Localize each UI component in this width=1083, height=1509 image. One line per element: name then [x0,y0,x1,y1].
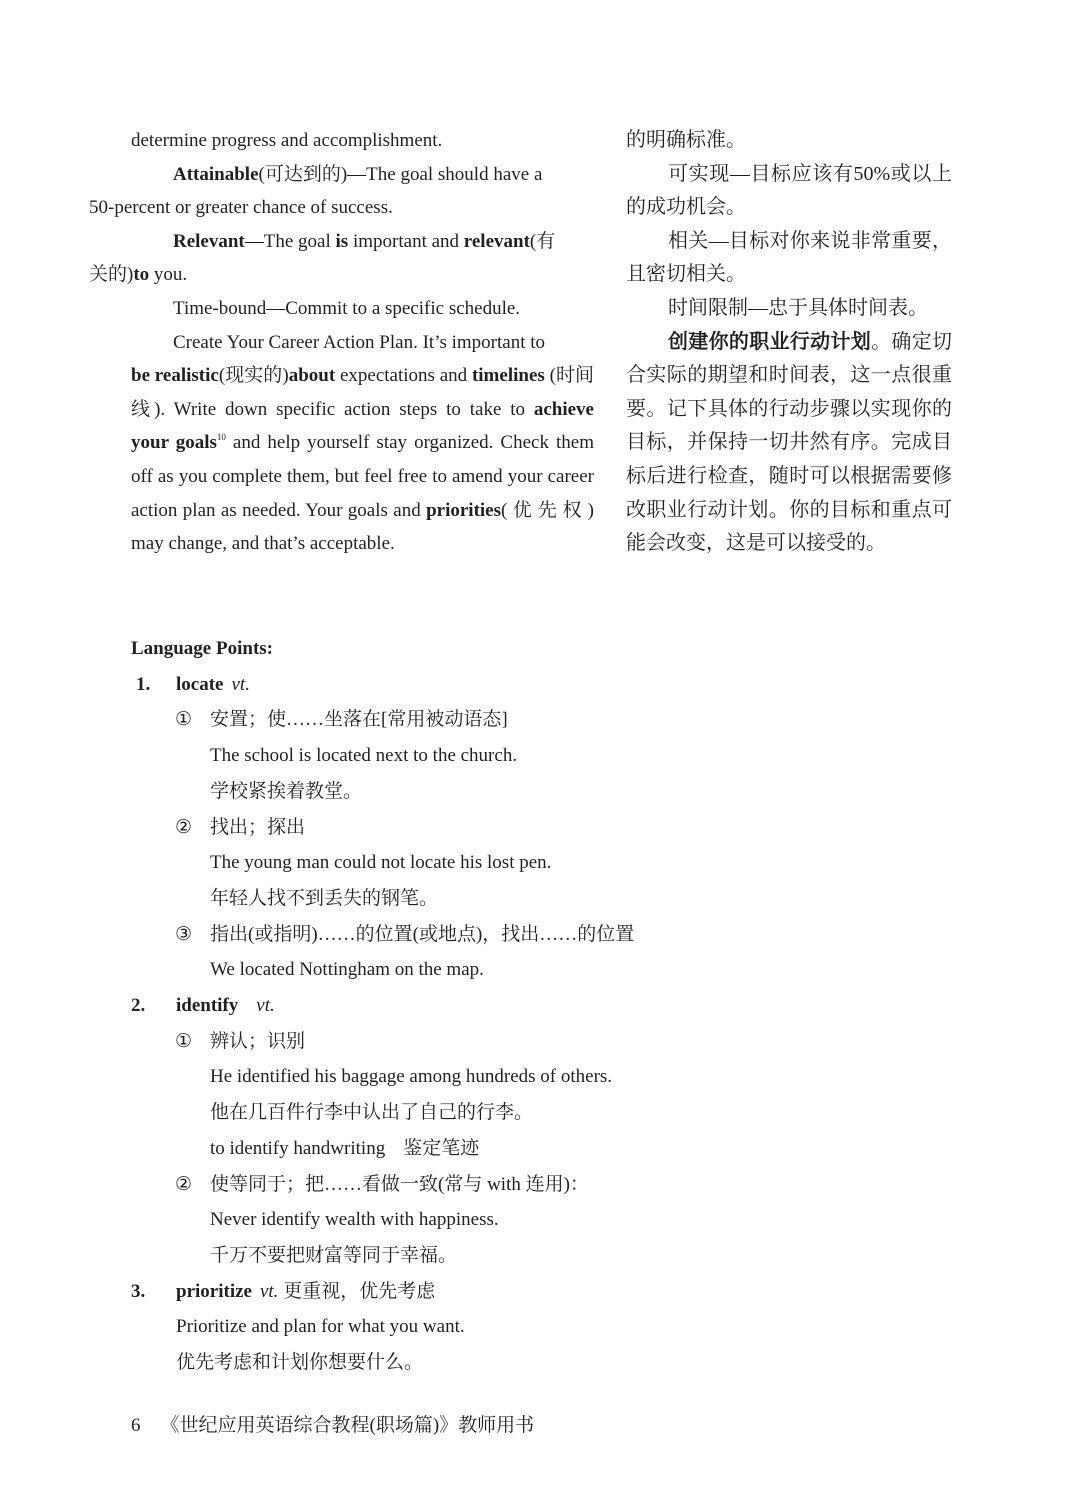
sense-definition: 使等同于；把……看做一致(常与 with 连用)： [210,1173,589,1195]
term-relevant: Relevant [173,230,245,252]
sense-definition: 安置；使……坐落在[常用被动语态] [210,709,508,731]
example-cn: 年轻人找不到丢失的钢笔。 [210,887,439,909]
cn-paragraph-time-bound: 时间限制—忠于具体时间表。 [668,296,928,319]
text: may change, and that’s acceptable. [131,533,395,555]
chinese-text-column [626,124,952,561]
book-title: 《世纪应用英语综合教程(职场篇)》教师用书 [160,1415,535,1436]
bold-word: is [335,230,349,252]
sense [131,917,951,953]
example-cn: 千万不要把财富等同于幸福。 [210,1244,458,1266]
entry-definition: 更重视，优先考虑 [283,1280,436,1302]
text: important and [348,230,464,252]
gloss: (有 [529,230,556,252]
text: expectations and [335,365,472,387]
page-number: 6 [131,1415,141,1436]
headword: prioritize [176,1280,252,1302]
bold-phrase: achieve your goals [131,398,594,454]
paragraph-continued: determine progress and accomplishment. [131,130,443,151]
sense [131,702,951,738]
entry-identify [131,988,951,1024]
cn-text: 。确定切合实际的期望和时间表，这一点很重要。记下具体的行动步骤以实现你的目标，并保持一切井然有序。完成目标后进行检查，随时可以根据需要修改职业行动计划。你的目标和重点可能会改变，这是可以接受的。 [626,330,953,555]
gloss: (现实的) [218,365,289,387]
sense-marker: ① [175,1030,193,1052]
bold-phrase: be realistic [131,365,219,387]
cn-paragraph-continued: 的明确标准。 [626,129,746,151]
gloss: ( 优 先 权 ) [501,499,594,521]
sense-definition: 找出；探出 [210,816,306,838]
headword: identify [176,995,239,1017]
example-phrase [131,1131,951,1167]
entry-locate [131,667,951,703]
cn-bold-heading: 创建你的职业行动计划 [668,330,872,353]
page-footer [131,1408,534,1444]
entry-prioritize [131,1274,951,1310]
footnote-ref: 10 [216,432,226,443]
paragraph-time-bound: Time-bound—Commit to a specific schedule. [173,297,521,319]
bold-word: relevant [463,230,530,252]
language-points-section [131,631,951,1381]
text: —The goal [244,230,336,252]
english-text-column [89,124,595,561]
part-of-speech: vt. [231,673,250,695]
text: you. [149,264,188,286]
sense-marker: ② [175,816,193,838]
example-en: The school is located next to the church. [210,745,518,767]
paragraph-career-plan-body [131,359,594,561]
sense [131,1167,951,1203]
phrase-cn: 鉴定笔迹 [403,1137,480,1159]
phrase-en: to identify handwriting [210,1137,386,1159]
example-cn: 他在几百件行李中认出了自己的行李。 [210,1102,534,1124]
part-of-speech: vt. [256,995,275,1017]
entry-number: 3. [131,1280,146,1302]
cn-paragraph-relevant: 相关—目标对你来说非常重要，且密切相关。 [626,229,952,286]
example-cn: 学校紧挨着教堂。 [210,780,363,802]
bold-word: priorities [426,499,502,521]
bold-word: to [133,264,150,286]
sense-marker: ③ [175,923,193,945]
text: . Write down specific action steps to take to [160,398,525,420]
entry-number: 1. [136,673,151,695]
paragraph-attainable [89,158,594,225]
sense-definition: 指出(或指明)……的位置(或地点)，找出……的位置 [210,923,635,945]
part-of-speech: vt. [259,1280,279,1302]
example-cn: 优先考虑和计划你想要什么。 [176,1352,424,1374]
term-attainable: Attainable [173,163,259,185]
sense [131,1024,951,1060]
gloss: 关的) [89,264,134,286]
text: —The goal should have a [347,163,543,185]
text: 50-percent or greater chance of success. [89,197,393,219]
gloss: (时间线) [131,365,595,420]
entry-number: 2. [131,995,146,1017]
sense-marker: ② [175,1173,193,1195]
paragraph-career-plan: Create Your Career Action Plan. It’s important to [173,331,546,353]
example-en: We located Nottingham on the map. [210,959,484,981]
cn-paragraph-career-plan [626,326,952,561]
text: and help yourself stay organized. Check them off as you complete them, but feel free to amend your career action plan as needed. Your goals and [131,432,594,521]
gloss: (可达到的) [258,163,348,185]
example-en: The young man could not locate his lost pen. [210,852,552,874]
sense-definition: 辨认；识别 [210,1030,306,1052]
example-en: Prioritize and plan for what you want. [176,1316,465,1338]
bold-word: about [288,365,336,387]
sense-marker: ① [175,709,193,731]
headword: locate [176,673,224,695]
example-en: He identified his baggage among hundreds of others. [210,1066,613,1088]
sense [131,810,951,846]
example-en: Never identify wealth with happiness. [210,1209,499,1231]
paragraph-relevant [89,225,594,292]
language-points-title: Language Points: [131,638,273,659]
cn-paragraph-attainable: 可实现—目标应该有50%或以上的成功机会。 [626,162,952,219]
bold-word: timelines [471,365,545,387]
